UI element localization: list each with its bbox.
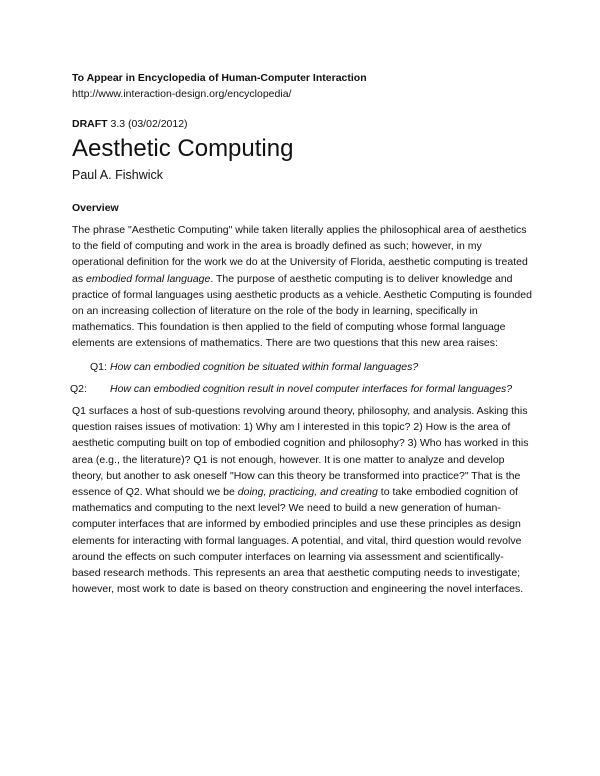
paragraph-intro	[72, 222, 532, 352]
draft-line	[72, 116, 532, 132]
document-page	[72, 70, 532, 604]
emphasis-text: doing, practicing, and creating	[237, 486, 378, 499]
paper-title: Aesthetic Computing	[72, 135, 294, 162]
draft-label: DRAFT	[72, 118, 108, 130]
question-text: How can embodied cognition result in novel computer interfaces for formal languages?	[110, 382, 513, 395]
author-name: Paul A. Fishwick	[72, 168, 164, 182]
question-label: Q2:	[70, 382, 87, 395]
question-text: How can embodied cognition be situated within formal languages?	[110, 360, 419, 373]
paragraph-text: to take embodied cognition of mathematics and computing to the next level? We need to build a new generation of human-computer interfaces that are informed by embodied principles and use these principles as design elements for interacting with formal languages. A potential, and vital, third question would revolve around the effects on such computer interfaces on learning via assessment and scientifically-based research methods. This represents an area that aesthetic computing needs to investigate; however, most work to date is based on theory construction and engineering the novel interfaces.	[72, 486, 524, 596]
question-q2	[72, 381, 532, 397]
publication-url[interactable]: http://www.interaction-design.org/encyclopedia/	[72, 88, 292, 100]
paragraph-text: Q1 surfaces a host of sub-questions revolving around theory, philosophy, and analysis. Asking this question raises issues of motivation: 1) Why am I interested in this topic? 2) How is the area of aesthetic computing built on top of embodied cognition and philosophy? 3) Who has worked in this area (e.g., the literature)? Q1 is not enough, however. It is one matter to analyze and develop theory, but another to ask oneself "How can this theory be transformed into practice?" That is the essence of Q2. What should we be	[72, 405, 529, 499]
emphasis-text: embodied formal language	[86, 272, 211, 285]
paragraph-discussion	[72, 403, 532, 597]
paragraph-text: The phrase "Aesthetic Computing" while taken literally applies the philosophical area of aesthetics to the field of computing and work in the area is broadly defined as such; however, in my operational definition for the work we do at the University of Florida, aesthetic computing is treated as	[72, 224, 528, 285]
section-heading: Overview	[72, 202, 119, 214]
paragraph-text: . The purpose of aesthetic computing is to deliver knowledge and practice of formal languages using aesthetic products as a vehicle. Aesthetic Computing is founded on an increasing collection of literature on the role of the body in learning, specifically in mathematics. This foundation is then applied to the field of computing whose formal language elements are extensions of mathematics. There are two questions that this new area raises:	[72, 272, 532, 350]
publication-header: To Appear in Encyclopedia of Human-Computer Interaction	[72, 72, 367, 84]
question-label: Q1:	[90, 360, 107, 373]
draft-version: 3.3 (03/02/2012)	[107, 118, 188, 130]
question-q1	[72, 359, 532, 375]
